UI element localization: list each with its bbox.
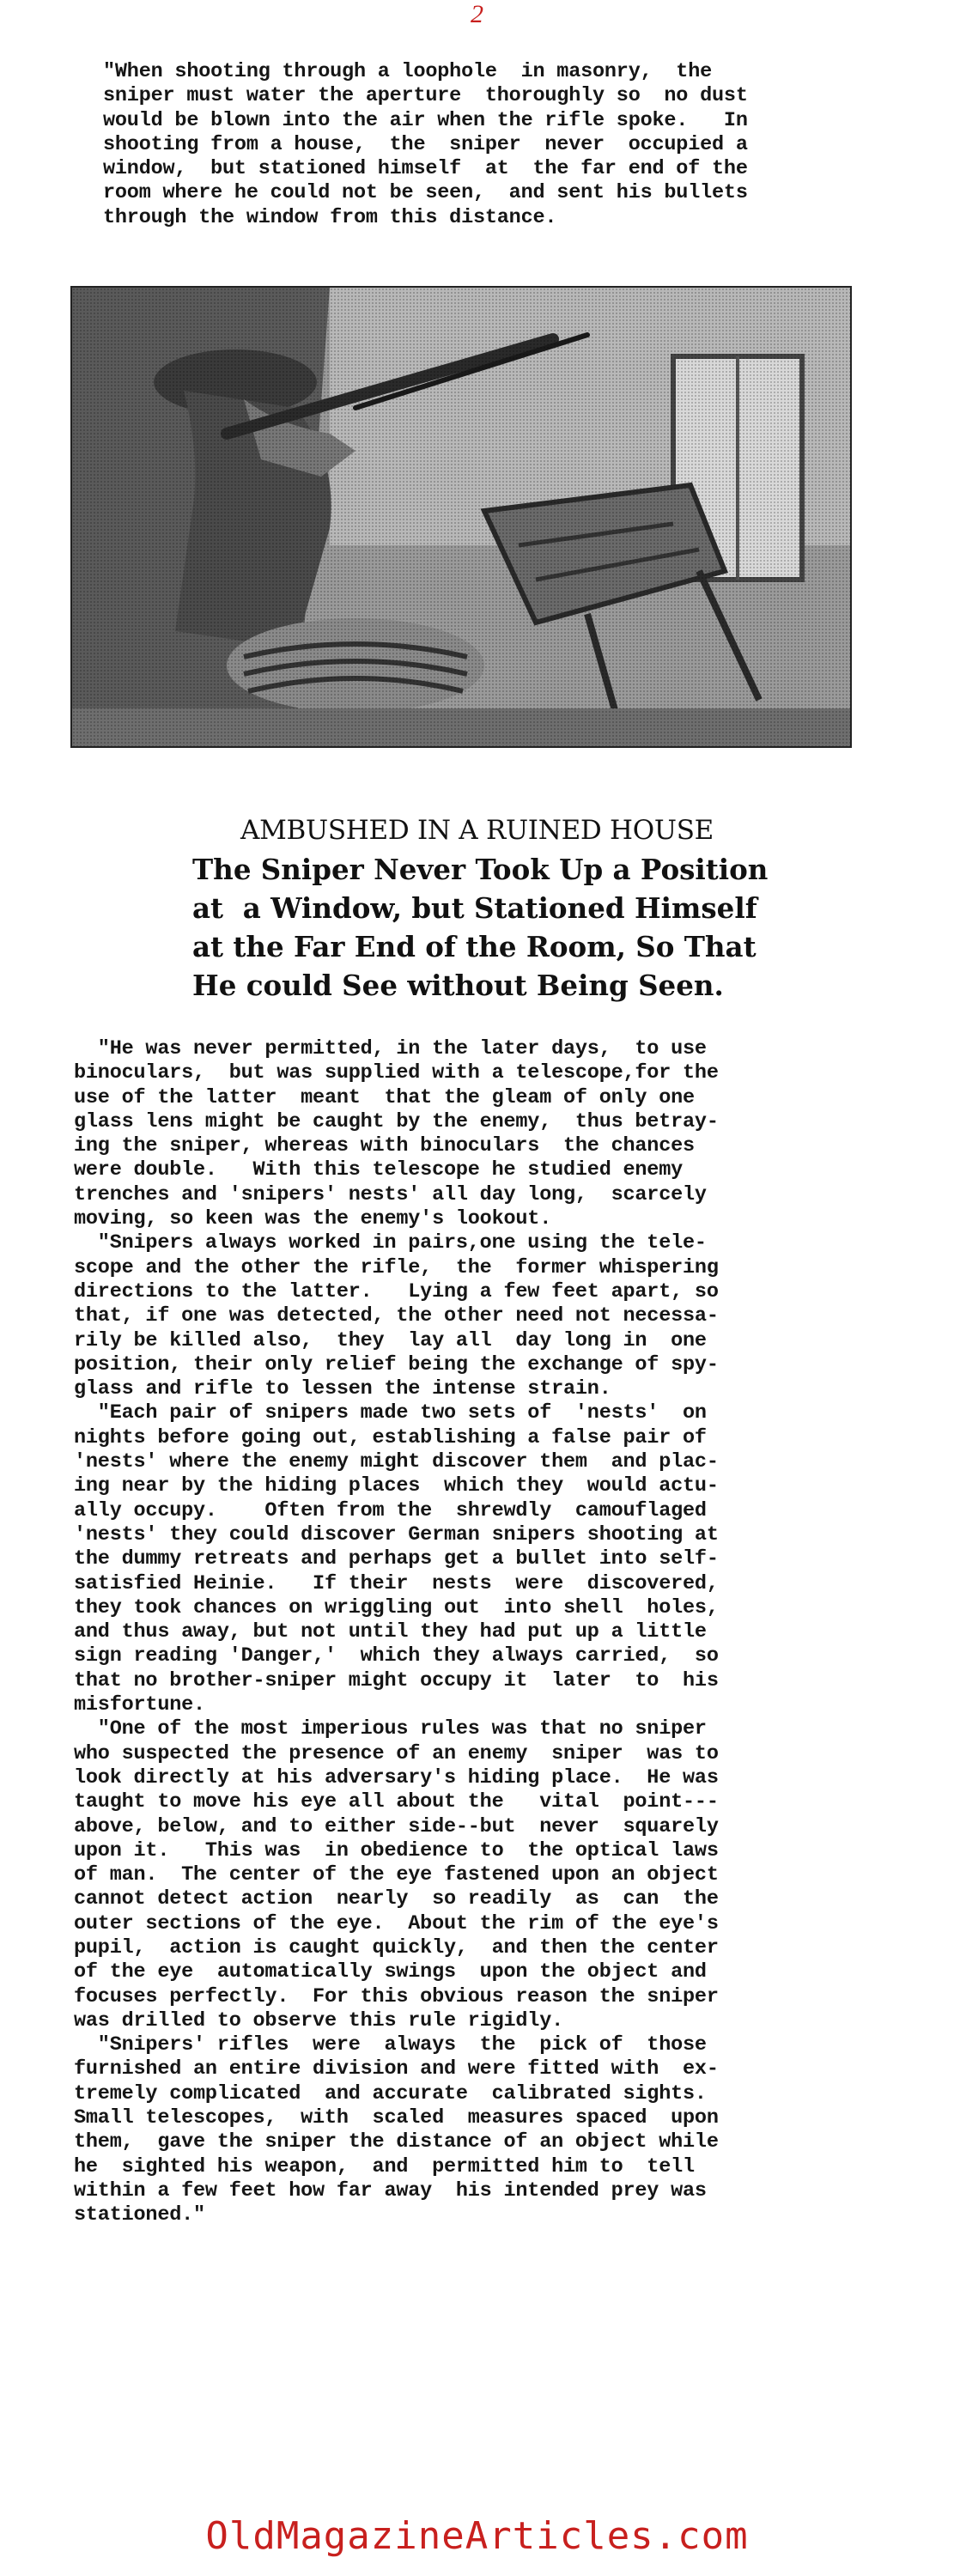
intro-line: window, but stationed himself at the far end of the — [103, 157, 748, 181]
body-line: rily be killed also, they lay all day long in one — [74, 1328, 707, 1352]
sniper-photo — [70, 286, 852, 748]
body-line: were double. With this telescope he studied enemy — [74, 1158, 684, 1182]
page-number: 2 — [471, 0, 483, 28]
body-line: of man. The center of the eye fastened upon an object — [74, 1863, 719, 1887]
body-line: them, gave the sniper the distance of an object while — [74, 2130, 719, 2154]
body-line: trenches and 'snipers' nests' all day long, scarcely — [74, 1182, 707, 1206]
caption-headline: AMBUSHED IN A RUINED HOUSE — [240, 815, 714, 846]
body-line: "Snipers always worked in pairs,one using the tele- — [74, 1231, 707, 1255]
body-line: misfortune. — [74, 1693, 205, 1717]
body-line: taught to move his eye all about the vital point--- — [74, 1790, 719, 1814]
body-line: was drilled to observe this rule rigidly. — [74, 2008, 563, 2032]
body-line: "One of the most imperious rules was that no sniper — [74, 1717, 707, 1741]
body-line: they took chances on wriggling out into shell holes, — [74, 1595, 719, 1619]
body-line: moving, so keen was the enemy's lookout. — [74, 1207, 552, 1231]
sniper-photo-illustration — [72, 288, 850, 746]
body-line: "Each pair of snipers made two sets of 'nests' on — [74, 1401, 707, 1425]
body-line: "Snipers' rifles were always the pick of those — [74, 2033, 707, 2057]
intro-paragraph — [103, 60, 910, 230]
body-line: "He was never permitted, in the later days, to use — [74, 1037, 707, 1060]
body-line: within a few feet how far away his intended prey was — [74, 2178, 707, 2202]
body-line: cannot detect action nearly so readily as can the — [74, 1887, 719, 1911]
intro-line: through the window from this distance. — [103, 205, 557, 229]
body-line: of the eye automatically swings upon the object and — [74, 1960, 707, 1984]
body-line: ally occupy. Often from the shrewdly camouflaged — [74, 1498, 707, 1522]
body-line: outer sections of the eye. About the rim of the eye's — [74, 1911, 719, 1935]
body-line: Small telescopes, with scaled measures spaced upon — [74, 2106, 719, 2130]
body-line: stationed." — [74, 2203, 205, 2227]
caption-line: The Sniper Never Took Up a Position — [192, 853, 769, 886]
intro-line: sniper must water the aperture thoroughly so no dust — [103, 84, 748, 108]
body-line: ing the sniper, whereas with binoculars the chances — [74, 1134, 695, 1158]
body-line: who suspected the presence of an enemy sniper was to — [74, 1741, 719, 1765]
body-line: look directly at his adversary's hiding place. He was — [74, 1765, 719, 1789]
body-line: satisfied Heinie. If their nests were discovered, — [74, 1571, 719, 1595]
body-line: upon it. This was in obedience to the optical laws — [74, 1838, 719, 1862]
body-line: directions to the latter. Lying a few feet apart, so — [74, 1279, 719, 1303]
body-line: use of the latter meant that the gleam of only one — [74, 1085, 695, 1109]
intro-line: would be blown into the air when the rifle spoke. In — [103, 108, 748, 132]
body-line: that, if one was detected, the other need not necessa- — [74, 1304, 719, 1328]
body-line: 'nests' where the enemy might discover them and plac- — [74, 1450, 719, 1474]
body-line: position, their only relief being the exchange of spy- — [74, 1352, 719, 1376]
intro-line: room where he could not be seen, and sent his bullets — [103, 181, 748, 205]
caption-line: He could See without Being Seen. — [192, 969, 724, 1002]
caption-line: at the Far End of the Room, So That — [192, 930, 757, 963]
intro-line: shooting from a house, the sniper never occupied a — [103, 132, 748, 156]
body-text — [74, 1037, 924, 2228]
caption-line: at a Window, but Stationed Himself — [192, 891, 757, 925]
site-watermark: OldMagazineArticles.com — [205, 2514, 749, 2558]
intro-line: "When shooting through a loophole in masonry, the — [103, 60, 713, 83]
body-line: glass lens might be caught by the enemy, thus betray- — [74, 1109, 719, 1133]
body-line: tremely complicated and accurate calibrated sights. — [74, 2081, 707, 2105]
photo-caption — [0, 814, 954, 1005]
body-line: and thus away, but not until they had put up a little — [74, 1620, 707, 1644]
body-line: sign reading 'Danger,' which they always carried, so — [74, 1644, 719, 1668]
body-line: he sighted his weapon, and permitted him to tell — [74, 2154, 695, 2178]
body-line: ing near by the hiding places which they would actu- — [74, 1474, 719, 1498]
body-line: scope and the other the rifle, the former whispering — [74, 1255, 719, 1279]
body-line: above, below, and to either side--but never squarely — [74, 1814, 719, 1838]
body-line: binoculars, but was supplied with a telescope,for the — [74, 1061, 719, 1085]
body-line: furnished an entire division and were fitted with ex- — [74, 2057, 719, 2081]
body-line: 'nests' they could discover German snipers shooting at — [74, 1522, 719, 1546]
body-line: focuses perfectly. For this obvious reason the sniper — [74, 1984, 719, 2008]
body-line: the dummy retreats and perhaps get a bullet into self- — [74, 1547, 719, 1571]
body-line: that no brother-sniper might occupy it later to his — [74, 1668, 719, 1692]
body-line: glass and rifle to lessen the intense strain. — [74, 1377, 611, 1401]
body-line: nights before going out, establishing a false pair of — [74, 1425, 707, 1449]
body-line: pupil, action is caught quickly, and then the center — [74, 1935, 719, 1959]
